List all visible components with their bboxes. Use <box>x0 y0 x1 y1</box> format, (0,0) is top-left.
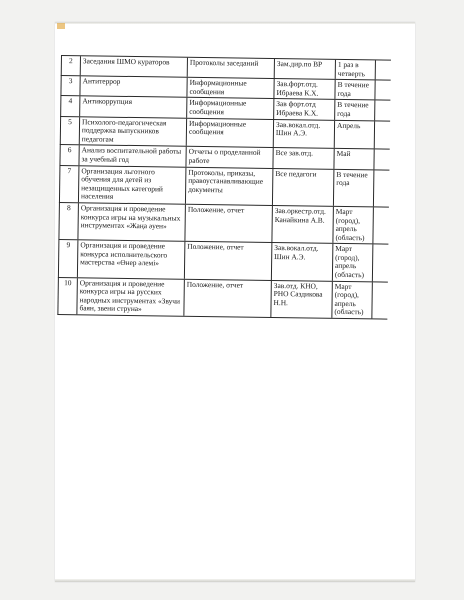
responsible-cell: Зав.вокал.отд. Шин А.Э. <box>274 120 335 149</box>
page-top-edge <box>55 22 415 24</box>
row-number: 5 <box>61 117 80 145</box>
term-cell: В течение года <box>335 80 375 100</box>
row-number: 2 <box>62 56 81 75</box>
term-cell: В течение года <box>335 100 375 120</box>
responsible-cell: Зав форт.отд Ибраева К.Х. <box>274 99 335 119</box>
responsible-cell: Зав.оркестр.отд. Канайкина А.В. <box>272 206 334 243</box>
event-cell: Заседания ШМО кураторов <box>81 56 188 77</box>
table-row <box>60 116 390 149</box>
form-cell: Информационные сообщения <box>187 78 274 98</box>
row-number: 3 <box>61 76 80 95</box>
row-number: 7 <box>60 166 80 203</box>
row-number: 6 <box>60 145 79 164</box>
plan-table <box>57 55 391 320</box>
table-row <box>58 202 388 244</box>
page-bottom-edge <box>55 579 415 582</box>
event-cell: Организация и проведение конкурса игры на русских народных инструментах «Звучи баян, звени струна» <box>77 278 184 316</box>
responsible-cell: Все зав.отд. <box>273 148 334 168</box>
form-cell: Положение, отчет <box>184 279 271 317</box>
table-row <box>58 239 388 281</box>
row-number: 8 <box>59 203 79 240</box>
event-cell: Антикоррупция <box>80 97 187 118</box>
row-number: 9 <box>59 240 79 277</box>
event-cell: Психолого-педагогическая поддержка выпускников педагогам <box>80 117 187 146</box>
event-cell: Организация и проведение конкурса исполнительского мастерства «Өнер әлемі» <box>78 241 185 279</box>
event-cell: Организация льготного обучения для детей из незащищенных категорий населения <box>79 166 186 204</box>
responsible-cell: Зав.вокал.отд. Шин А.Э. <box>272 243 334 280</box>
event-cell: Антитеррор <box>80 76 187 97</box>
row-number: 4 <box>61 96 80 115</box>
responsible-cell: Все педагоги <box>273 169 335 206</box>
term-cell: Март (город), апрель (область) <box>333 244 374 281</box>
term-cell: 1 раз в четверть <box>336 60 376 80</box>
form-cell: Информационные сообщения <box>187 98 274 118</box>
term-cell: В течение года <box>334 169 375 206</box>
form-cell: Положение, отчет <box>185 242 272 280</box>
form-cell: Информационные сообщения <box>187 118 274 147</box>
term-cell: Май <box>334 149 374 169</box>
staple-mark <box>57 23 65 29</box>
event-cell: Организация и проведение конкурса игры на музыкальных инструментах «Жаңа әуен» <box>78 203 185 241</box>
form-cell: Отчеты о проделанной работе <box>186 147 273 167</box>
form-cell: Протоколы, приказы, правоустанавливающие документы <box>186 167 273 205</box>
responsible-cell: Зам.дир.по ВР <box>275 59 336 79</box>
responsible-cell: Зав.форт.отд. Ибраева К.Х. <box>274 79 335 99</box>
document-page <box>55 22 415 582</box>
form-cell: Положение, отчет <box>185 205 272 243</box>
table-row <box>57 277 388 320</box>
responsible-cell: Зав.отд. КНО, РНО Саздикова Н.Н. <box>271 281 333 318</box>
event-cell: Анализ воспитательной работы за учебный год <box>79 146 186 167</box>
term-cell: Март (город), апрель (область) <box>333 207 374 244</box>
row-number: 10 <box>58 278 78 315</box>
table-row <box>59 165 389 207</box>
term-cell: Март (город), апрель (область) <box>332 281 373 318</box>
form-cell: Протоколы заседаний <box>188 58 275 78</box>
term-cell: Апрель <box>335 120 375 148</box>
